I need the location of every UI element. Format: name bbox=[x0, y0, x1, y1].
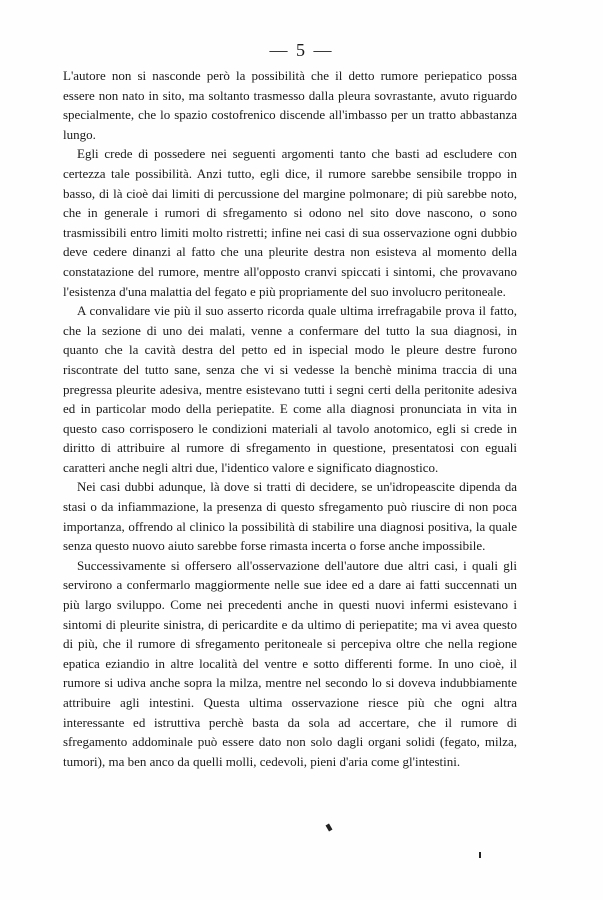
ink-speck bbox=[326, 823, 333, 831]
paragraph-2: Egli crede di possedere nei seguenti argomenti tanto che basti ad escludere con certezza tale possibilità. Anzi tutto, egli dice, il rumore sarebbe sensibile troppo in basso, di là cioè dai limiti di percussione del margine polmonare; di più sarebbe noto, che in generale i rumori di sfregamento si odono nel sito dove nascono, o sono trasmissibili entro limiti molto ristretti; infine nei casi di sua osservazione ogni dubbio deve cedere dinanzi al fatto che una pleurite destra non esisteva al momento della constatazione del rumore, mentre all'opposto cranvi spiccati i sintomi, che provavano l'esistenza d'una malattia del fegato e più propriamente del suo involucro peritoneale. bbox=[63, 146, 517, 299]
paragraph-4: Nei casi dubbi adunque, là dove si tratti di decidere, se un'idropeascite dipenda da stasi o da infiammazione, la presenza di questo sfregamento può riuscire di non poca importanza, offrendo al clinico la possibilità di stabilire una diagnosi positiva, la quale senza questo nuovo aiuto sarebbe forse rimasta incerta o forse anche impossibile. bbox=[63, 479, 517, 554]
paragraph-1: L'autore non si nasconde però la possibilità che il detto rumore periepatico possa essere non nato in sito, ma soltanto trasmesso dalla pleura sovrastante, avuto riguardo specialmente, che lo spazio costofrenico discende all'imbasso per un tratto abbastanza lungo. bbox=[63, 68, 517, 142]
body-text bbox=[63, 66, 517, 771]
page-number: — 5 — bbox=[269, 40, 334, 60]
paragraph-5: Successivamente si offersero all'osservazione dell'autore due altri casi, i quali gli servirono a confermarlo maggiormente nelle sue idee ed a dare ai fatti succennati un più largo sviluppo. Come nei precedenti anche in questi nuovi infermi esistevano i sintomi di pleurite sinistra, di pericardite e da ultimo di periepatite; ma vi avea questo di più, che il rumore di sfregamento peritoneale si percepiva oltre che nella regione epatica eziandio in altre località del ventre e sotto differenti forme. In uno cioè, il rumore si udiva anche sopra la milza, mentre nel secondo lo si doveva indubbiamente attribuire agli intestini. Questa ultima osservazione riesce più che ogni altra interessante ed istruttiva perchè basta da sola ad accertare, che il rumore di sfregamento addominale può essere dato non solo dagli organi solidi (fegato, milza, tumori), ma ben anco da quelli molli, cedevoli, pieni d'aria come gl'intestini. bbox=[63, 557, 517, 769]
paragraph-3: A convalidare vie più il suo asserto ricorda quale ultima irrefragabile prova il fatto, che la sezione di uno dei malati, venne a confermare del tutto la sua diagnosi, in quanto che la cavità destra del petto ed in ispecial modo le pleure destre furono riscontrate del tutto sane, senza che vi si vedesse la benchè minima traccia di una pregressa pleurite adesiva, mentre esistevano tutti i segni certi della peritonite adesiva ed in particolar modo della periepatite. E come alla diagnosi pronunciata in vita in questo caso corrisposero le condizioni materiali al tavolo anotomico, egli si crede in diritto di attribuire al rumore di sfregamento in questione, presentatosi con eguali caratteri anche negli altri due, l'identico valore e significato diagnostico. bbox=[63, 303, 517, 475]
ink-speck bbox=[479, 852, 481, 858]
